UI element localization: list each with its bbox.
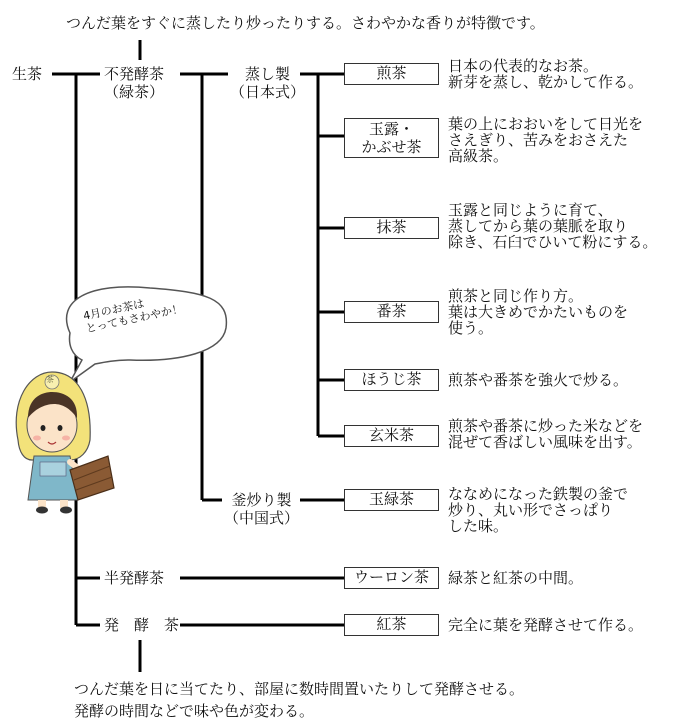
girl-illustration [16,372,114,514]
tea-box-genmaicha: 玄米茶 [344,425,439,447]
tea-desc-gyokuro: 葉の上におおいをして日光を さえぎり、苦みをおさえた 高級茶。 [448,115,644,165]
hat-label: 茶 [46,375,54,384]
top-note: つんだ葉をすぐに蒸したり炒ったりする。さわやかな香りが特徴です。 [66,14,545,32]
tea-desc-matcha: 玉露と同じように育て、 蒸してから葉の葉脈を取り 除き、石臼でひいて粉にする。 [448,201,658,251]
tea-box-bancha: 番茶 [344,301,439,323]
tea-desc-bancha: 煎茶と同じ作り方。 葉は大きめでかたいものを 使う。 [448,287,629,337]
tea-desc-sencha: 日本の代表的なお茶。 新芽を蒸し、乾かして作る。 [448,57,644,91]
tea-desc-tamaryokucha: ななめになった鉄製の釜で 炒り、丸い形でさっぱり した味。 [448,485,629,535]
tea-box-houjicha: ほうじ茶 [344,369,439,391]
tea-box-black: 紅茶 [344,614,439,636]
category-unfermented: 不発酵茶 （緑茶） [104,65,165,101]
tea-box-tamaryokucha: 玉緑茶 [344,489,439,511]
tea-box-oolong: ウーロン茶 [344,567,439,589]
method-panfried: 釜炒り製 （中国式） [224,491,300,527]
method-steamed: 蒸し製 （日本式） [230,65,306,101]
root-label: 生茶 [12,65,43,83]
tea-desc-genmaicha: 煎茶や番茶に炒った米などを 混ぜて香ばしい風味を出す。 [448,417,644,451]
tea-desc-oolong: 緑茶と紅茶の中間。 [448,569,584,587]
tea-box-matcha: 抹茶 [344,217,439,239]
tea-desc-houjicha: 煎茶や番茶を強火で炒る。 [448,371,629,389]
speech-bubble-text: 4月のお茶は とってもさわやか！ [82,297,185,336]
category-semi: 半発酵茶 [104,569,165,587]
category-fermented: 発 酵 茶 [104,616,180,634]
tea-box-gyokuro: 玉露・ かぶせ茶 [344,118,439,158]
bottom-note: つんだ葉を日に当てたり、部屋に数時間置いたりして発酵させる。 発酵の時間などで味や色が変わる。 [74,680,525,720]
tea-box-sencha: 煎茶 [344,63,439,85]
tea-desc-black: 完全に葉を発酵させて作る。 [448,616,644,634]
